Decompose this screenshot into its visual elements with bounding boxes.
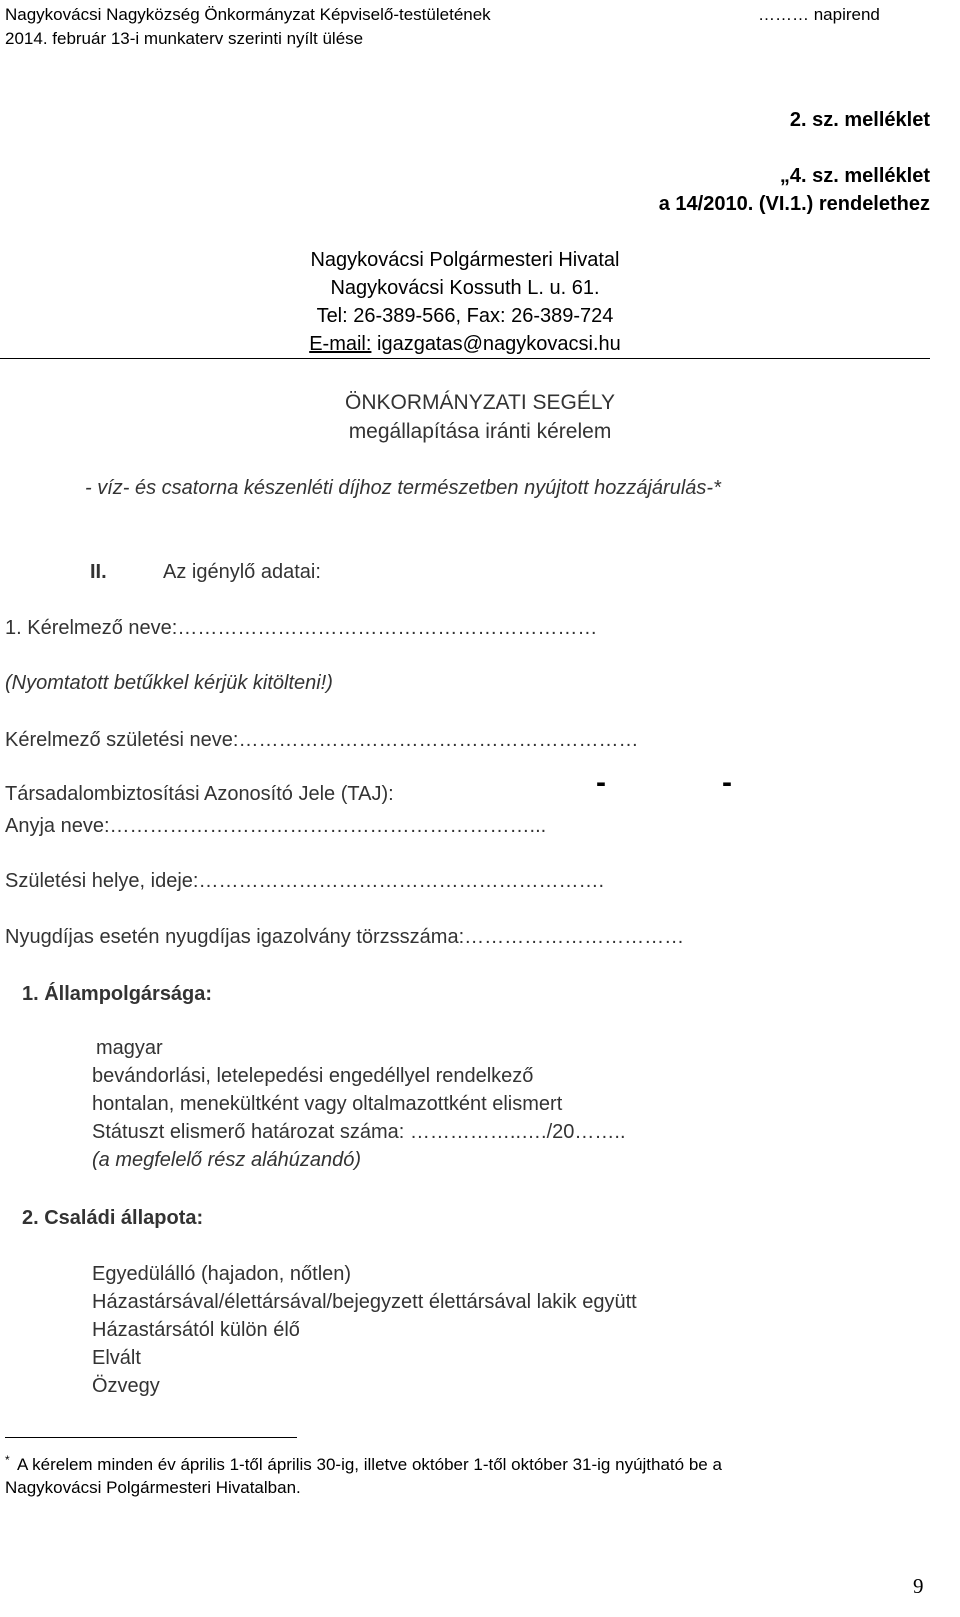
citizenship-option-settled[interactable]: bevándorlási, letelepedési engedéllyel rendelkező (92, 1065, 534, 1087)
applicant-name-row (5, 618, 597, 638)
annex-4-label: „4. sz. melléklet (779, 165, 930, 187)
family-option-separated[interactable]: Házastársától külön élő (92, 1319, 300, 1341)
status-decision-number[interactable]: Státuszt elismerő határozat száma: ……………..…./20…….. (92, 1121, 626, 1143)
section-number: II. (90, 561, 107, 583)
footnote-mark: * (5, 1453, 10, 1467)
family-option-divorced[interactable]: Elvált (92, 1347, 141, 1369)
taj-separator-1: - (596, 766, 606, 799)
page-number: 9 (913, 1574, 924, 1598)
office-phone: Tel: 26-389-566, Fax: 26-389-724 (316, 305, 614, 327)
agenda-label: ……… napirend (758, 5, 880, 24)
mother-name-label: Anyja neve: (5, 815, 110, 837)
applicant-name-field[interactable]: ……………………………………………………… (177, 617, 598, 639)
taj-separator-2: - (722, 766, 732, 799)
family-option-single[interactable]: Egyedülálló (hajadon, nőtlen) (92, 1263, 352, 1285)
birthplace-field[interactable]: ……………………………………………………. (198, 870, 605, 892)
pension-field[interactable]: …………………………… (464, 926, 685, 948)
email-address: igazgatas@nagykovacsi.hu (377, 333, 621, 355)
office-address: Nagykovácsi Kossuth L. u. 61. (330, 277, 600, 299)
footnote-line-1: A kérelem minden év április 1-től április 30-ig, illetve október 1-től október 31-ig nyújtható be a (17, 1455, 722, 1474)
email-label: E-mail: (309, 333, 372, 355)
section-title: Az igénylő adatai: (163, 561, 321, 583)
office-email-line (0, 334, 930, 354)
citizenship-option-refugee[interactable]: hontalan, menekültként vagy oltalmazottként elismert (92, 1093, 563, 1115)
annex-2-label: 2. sz. melléklet (789, 109, 930, 131)
form-title: ÖNKORMÁNYZATI SEGÉLY (345, 391, 615, 414)
taj-label: Társadalombiztosítási Azonosító Jele (TAJ): (5, 783, 394, 805)
form-subtitle: megállapítása iránti kérelem (348, 420, 612, 443)
pension-row (5, 927, 684, 947)
underline-note: (a megfelelő rész aláhúzandó) (92, 1149, 362, 1171)
applicant-name-label: 1. Kérelmező neve: (5, 617, 178, 639)
family-option-married[interactable]: Házastársával/élettársával/bejegyzett élettársával lakik együtt (92, 1291, 637, 1313)
birth-name-field[interactable]: …………………………………………………… (238, 729, 639, 751)
birthplace-label: Születési helye, ideje: (5, 870, 199, 892)
birthplace-row (5, 871, 604, 891)
footnote-divider (5, 1437, 297, 1438)
mother-name-field[interactable]: ………………………………………………………... (109, 815, 547, 837)
decree-reference: a 14/2010. (VI.1.) rendelethez (658, 193, 930, 215)
birth-name-row (5, 730, 638, 750)
citizenship-option-magyar[interactable]: magyar (96, 1037, 163, 1059)
header-line-2: 2014. február 13-i munkaterv szerinti nyílt ülése (5, 29, 364, 48)
header-line-1: Nagykovácsi Nagyközség Önkormányzat Képviselő-testületének (5, 5, 491, 24)
taj-field[interactable] (500, 780, 800, 808)
header-divider (0, 358, 930, 359)
citizenship-heading: 1. Állampolgársága: (22, 983, 213, 1005)
pension-label: Nyugdíjas esetén nyugdíjas igazolvány törzsszáma: (5, 926, 465, 948)
footnote-line-2: Nagykovácsi Polgármesteri Hivatalban. (5, 1478, 301, 1497)
form-kind: - víz- és csatorna készenléti díjhoz természetben nyújtott hozzájárulás-* (85, 477, 721, 499)
family-status-heading: 2. Családi állapota: (22, 1207, 204, 1229)
print-note: (Nyomtatott betűkkel kérjük kitölteni!) (5, 672, 333, 694)
birth-name-label: Kérelmező születési neve: (5, 729, 239, 751)
mother-name-row (5, 816, 546, 836)
family-option-widowed[interactable]: Özvegy (92, 1375, 160, 1397)
office-name: Nagykovácsi Polgármesteri Hivatal (310, 249, 620, 271)
